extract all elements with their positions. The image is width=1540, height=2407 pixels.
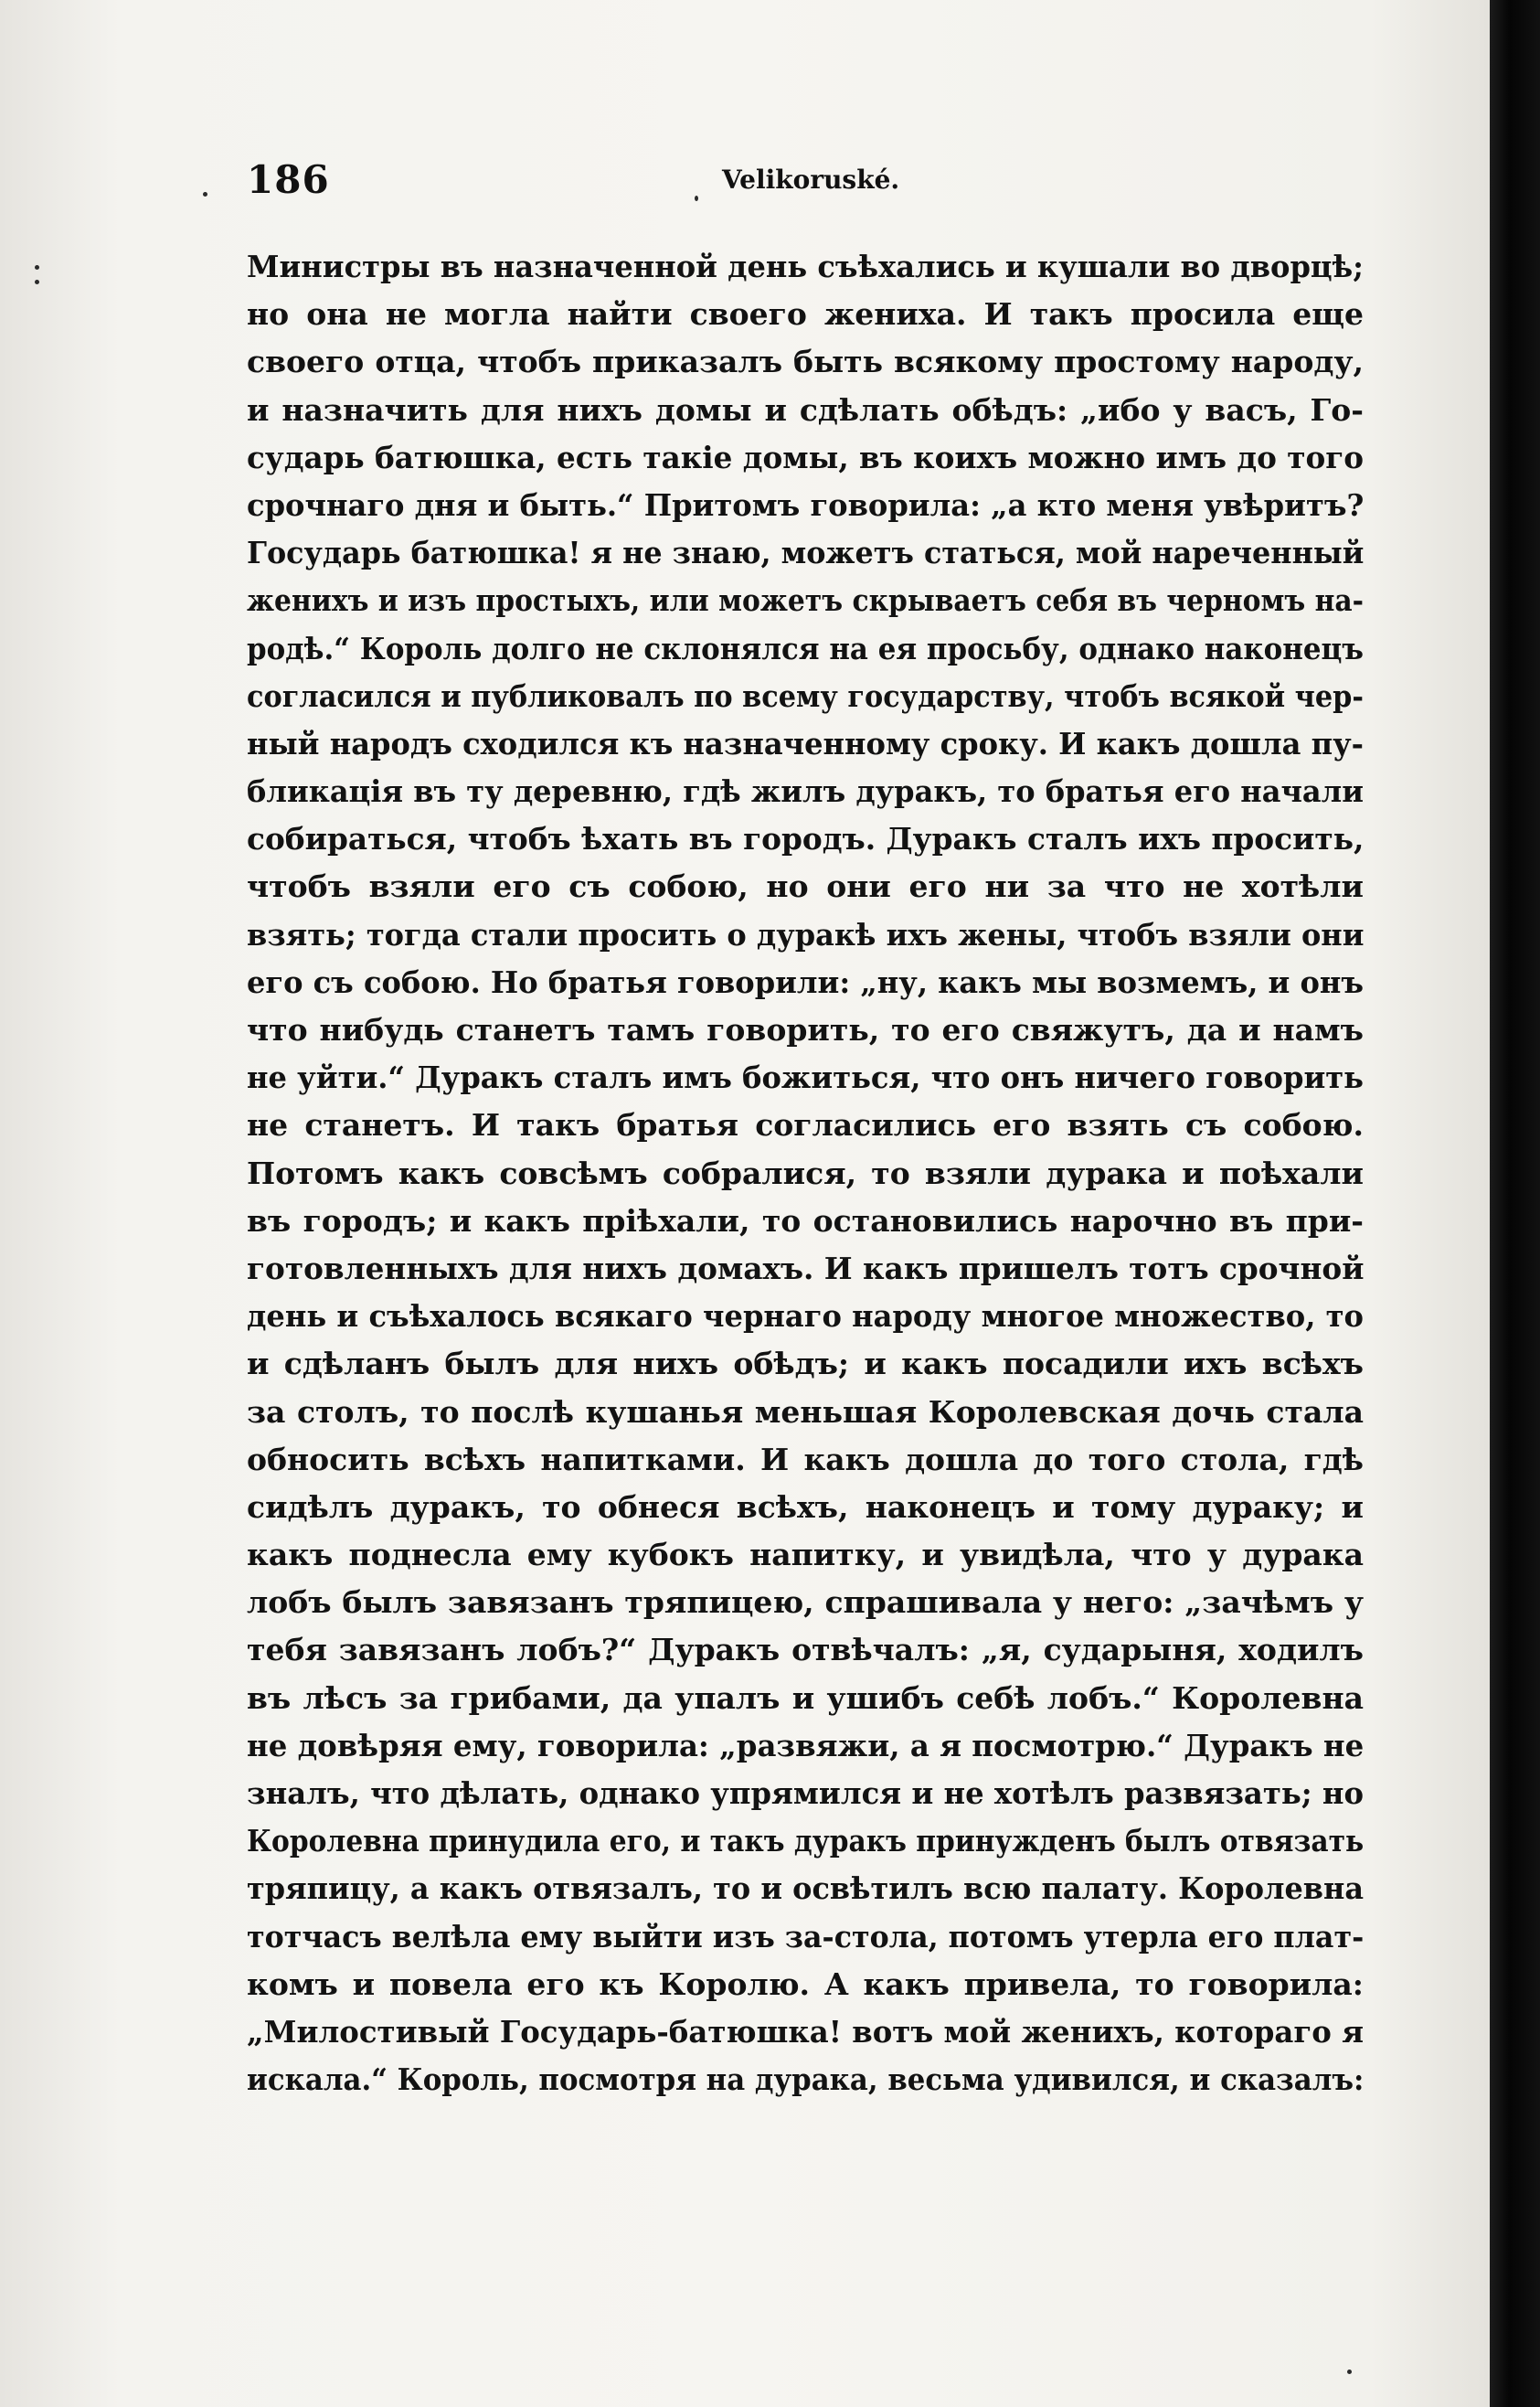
text-line: тебя завязанъ лобъ?“ Дуракъ отвѣчалъ: „я, сударыня, ходилъ — [247, 1632, 1364, 1668]
text-line: искала.“ Король, посмотря на дурака, весьма удивился, и сказалъ: — [247, 2061, 1365, 2098]
running-head: Velikoruské. — [722, 165, 900, 195]
text-line: Министры въ назначенной день съѣхались и кушали во дворцѣ; — [247, 249, 1364, 284]
scan-speck — [695, 196, 698, 201]
text-line: согласился и публиковалъ по всему государству, чтобъ всякой чер- — [247, 677, 1364, 714]
text-line: въ городъ; и какъ пріѣхали, то остановились нарочно въ при- — [247, 1202, 1364, 1239]
body-text — [247, 243, 1364, 2103]
text-line: комъ и повела его къ Королю. А какъ привела, то говорила: — [247, 1965, 1364, 2002]
text-line: готовленныхъ для нихъ домахъ. И какъ пришелъ тотъ срочной — [247, 1250, 1365, 1286]
text-line: сударь батюшка, есть такіе домы, въ коихъ можно имъ до того — [247, 439, 1365, 475]
text-line: въ лѣсъ за грибами, да упалъ и ушибъ себѣ лобъ.“ Королевна — [247, 1679, 1364, 1716]
text-line: и назначить для нихъ домы и сдѣлать обѣдъ: „ибо у васъ, Го- — [247, 391, 1364, 428]
text-line: бликація въ ту деревню, гдѣ жилъ дуракъ, то братья его начали — [247, 773, 1364, 810]
scan-edge-strip — [1490, 0, 1540, 2407]
scan-speck — [203, 192, 207, 197]
text-line: его съ собою. Но братья говорили: „ну, какъ мы возмемъ, и онъ — [247, 964, 1364, 1000]
text-line: женихъ и изъ простыхъ, или можетъ скрываетъ себя въ черномъ на- — [247, 582, 1364, 619]
text-line: своего отца, чтобъ приказалъ быть всякому простому народу, — [247, 344, 1364, 380]
text-line: зналъ, что дѣлать, однако упрямился и не хотѣлъ развязать; но — [247, 1775, 1364, 1811]
text-line: взять; тогда стали просить о дуракѣ ихъ жены, чтобъ взяли они — [247, 916, 1365, 953]
text-line: какъ поднесла ему кубокъ напитку, и увидѣла, что у дурака — [247, 1537, 1364, 1573]
text-line: Потомъ какъ совсѣмъ собралися, то взяли дурака и поѣхали — [247, 1155, 1364, 1191]
text-line: что нибудь станетъ тамъ говорить, то его свяжутъ, да и намъ — [247, 1012, 1364, 1048]
text-line: сидѣлъ дуракъ, то обнеся всѣхъ, наконецъ и тому дураку; и — [247, 1488, 1364, 1525]
text-line: срочнаго дня и быть.“ Притомъ говорила: „а кто меня увѣритъ? — [247, 486, 1365, 523]
text-line: обносить всѣхъ напитками. И какъ дошла до того стола, гдѣ — [247, 1441, 1364, 1477]
text-line: ный народъ сходился къ назначенному сроку. И какъ дошла пу- — [247, 725, 1364, 762]
text-line: но она не могла найти своего жениха. И такъ просила еще — [247, 296, 1364, 333]
text-line: чтобъ взяли его съ собою, но они его ни за что не хотѣли — [247, 868, 1364, 905]
text-line: Королевна принудила его, и такъ дуракъ принужденъ былъ отвязать — [247, 1823, 1365, 1859]
text-line: за столъ, то послѣ кушанья меньшая Королевская дочь стала — [247, 1393, 1364, 1430]
text-line: не станетъ. И такъ братья согласились его взять съ собою. — [247, 1107, 1364, 1144]
text-line: не довѣряя ему, говорила: „развяжи, а я посмотрю.“ Дуракъ не — [247, 1727, 1365, 1763]
scan-speck — [35, 280, 39, 284]
text-line: родѣ.“ Король долго не склонялся на ея просьбу, однако наконецъ — [247, 630, 1364, 666]
page-header — [247, 157, 1364, 212]
text-line: день и съѣхалось всякаго чернаго народу многое множество, то — [247, 1298, 1364, 1335]
text-line: собираться, чтобъ ѣхать въ городъ. Дуракъ сталъ ихъ просить, — [247, 821, 1365, 857]
text-line: тряпицу, а какъ отвязалъ, то и освѣтилъ всю палату. Королевна — [247, 1870, 1364, 1907]
text-line: не уйти.“ Дуракъ сталъ имъ божиться, что онъ ничего говорить — [247, 1060, 1364, 1096]
text-line: и сдѣланъ былъ для нихъ обѣдъ; и какъ посадили ихъ всѣхъ — [247, 1346, 1364, 1382]
scan-speck — [35, 265, 39, 270]
scan-speck — [1347, 2370, 1352, 2374]
page-number: 186 — [247, 157, 330, 202]
text-line: Государь батюшка! я не знаю, можетъ статься, мой нареченный — [247, 535, 1365, 571]
text-line: тотчасъ велѣла ему выйти изъ за-стола, потомъ утерла его плат- — [247, 1918, 1365, 1954]
text-line: „Милостивый Государь-батюшка! вотъ мой женихъ, котораго я — [247, 2013, 1364, 2050]
text-line: лобъ былъ завязанъ тряпицею, спрашивала у него: „зачѣмъ у — [247, 1584, 1364, 1621]
